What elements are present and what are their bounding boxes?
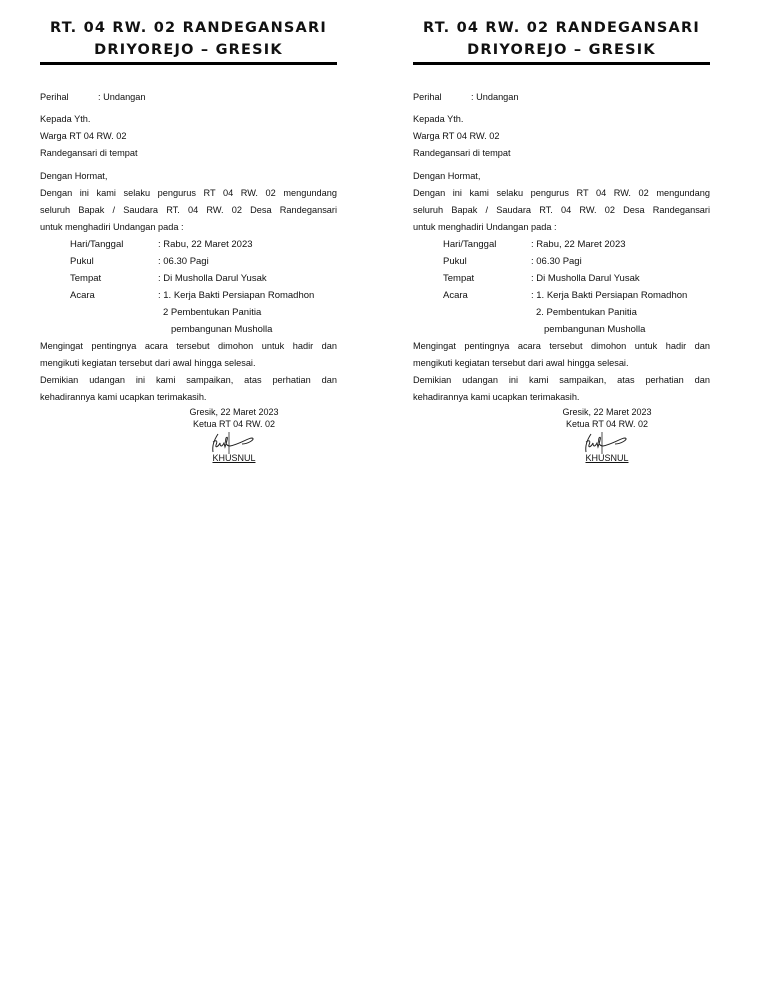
- detail-row: [70, 270, 337, 287]
- intro-line: seluruh Bapak / Saudara RT. 04 RW. 02 Desa Randegansari: [413, 205, 710, 215]
- body-line: Demikian udangan ini kami sampaikan, atas perhatian dan: [40, 375, 337, 385]
- intro-line: seluruh Bapak / Saudara RT. 04 RW. 02 Desa Randegansari: [40, 205, 337, 215]
- detail-key: Acara: [70, 290, 95, 301]
- perihal-value: : Undangan: [471, 92, 519, 102]
- closing-place-date: Gresik, 22 Maret 2023: [562, 407, 652, 417]
- header-rule: [413, 62, 710, 65]
- header-line-2: DRIYOREJO – GRESIK: [94, 42, 283, 58]
- acara-item: 2 Pembentukan Panitia: [163, 307, 262, 318]
- acara-item: 2. Pembentukan Panitia: [536, 307, 637, 318]
- detail-key: Hari/Tanggal: [70, 239, 124, 250]
- detail-value: : 1. Kerja Bakti Persiapan Romadhon: [158, 290, 315, 301]
- recipient-line: Warga RT 04 RW. 02: [413, 131, 500, 141]
- detail-row: [443, 287, 710, 304]
- detail-key: Hari/Tanggal: [443, 239, 497, 250]
- intro-line: Dengan ini kami selaku pengurus RT 04 RW. 02 mengundang: [413, 188, 710, 198]
- detail-row: [443, 253, 710, 270]
- closing-place-date: Gresik, 22 Maret 2023: [189, 407, 279, 417]
- signer-name: KHUSNUL: [212, 453, 256, 463]
- perihal-row: [413, 89, 710, 106]
- header-line-1: RT. 04 RW. 02 RANDEGANSARI: [50, 20, 327, 36]
- detail-value: : Di Musholla Darul Yusak: [158, 273, 267, 284]
- body-line: kehadirannya kami ucapkan terimakasih.: [40, 392, 207, 402]
- intro-line: untuk menghadiri Undangan pada :: [40, 222, 184, 232]
- letter-header: [40, 17, 337, 61]
- body-line: Mengingat pentingnya acara tersebut dimohon untuk hadir dan: [413, 341, 710, 351]
- header-line-2: DRIYOREJO – GRESIK: [467, 42, 656, 58]
- detail-value: : Rabu, 22 Maret 2023: [531, 239, 626, 250]
- body-line: mengikuti kegiatan tersebut dari awal hingga selesai.: [413, 358, 629, 368]
- detail-key: Pukul: [443, 256, 467, 267]
- detail-key: Pukul: [70, 256, 94, 267]
- detail-key: Tempat: [443, 273, 475, 284]
- body-line: kehadirannya kami ucapkan terimakasih.: [413, 392, 580, 402]
- body-line: Demikian udangan ini kami sampaikan, atas perhatian dan: [413, 375, 710, 385]
- perihal-label: Perihal: [40, 92, 69, 102]
- recipient-block: [40, 111, 337, 162]
- letter-header: [413, 17, 710, 61]
- detail-row: [70, 253, 337, 270]
- recipient-line: Kepada Yth.: [40, 114, 91, 124]
- recipient-line: Randegansari di tempat: [413, 148, 511, 158]
- header-line-1: RT. 04 RW. 02 RANDEGANSARI: [423, 20, 700, 36]
- detail-value: : 1. Kerja Bakti Persiapan Romadhon: [531, 290, 688, 301]
- recipient-line: Kepada Yth.: [413, 114, 464, 124]
- detail-row: [70, 236, 337, 253]
- detail-row: [70, 287, 337, 304]
- signer-name: KHUSNUL: [585, 453, 629, 463]
- invitation-letter-left: [40, 0, 337, 464]
- detail-row: [443, 236, 710, 253]
- detail-value: : Di Musholla Darul Yusak: [531, 273, 640, 284]
- closing-role: Ketua RT 04 RW. 02: [192, 419, 276, 429]
- acara-item: pembangunan Musholla: [171, 324, 273, 335]
- handwritten-signature-icon: [577, 432, 637, 454]
- acara-item: pembangunan Musholla: [544, 324, 646, 335]
- recipient-line: Randegansari di tempat: [40, 148, 138, 158]
- detail-value: : 06.30 Pagi: [158, 256, 209, 267]
- detail-key: Tempat: [70, 273, 102, 284]
- signature-block: [507, 406, 707, 464]
- body-line: Mengingat pentingnya acara tersebut dimohon untuk hadir dan: [40, 341, 337, 351]
- perihal-label: Perihal: [413, 92, 442, 102]
- perihal-row: [40, 89, 337, 106]
- salutation: Dengan Hormat,: [40, 171, 108, 181]
- body-line: mengikuti kegiatan tersebut dari awal hingga selesai.: [40, 358, 256, 368]
- signature-block: [134, 406, 334, 464]
- detail-row: [443, 270, 710, 287]
- detail-value: : Rabu, 22 Maret 2023: [158, 239, 253, 250]
- intro-line: untuk menghadiri Undangan pada :: [413, 222, 557, 232]
- invitation-letter-right: [413, 0, 710, 464]
- intro-line: Dengan ini kami selaku pengurus RT 04 RW. 02 mengundang: [40, 188, 337, 198]
- header-rule: [40, 62, 337, 65]
- recipient-line: Warga RT 04 RW. 02: [40, 131, 127, 141]
- detail-key: Acara: [443, 290, 468, 301]
- recipient-block: [413, 111, 710, 162]
- salutation: Dengan Hormat,: [413, 171, 481, 181]
- detail-value: : 06.30 Pagi: [531, 256, 582, 267]
- handwritten-signature-icon: [204, 432, 264, 454]
- closing-role: Ketua RT 04 RW. 02: [565, 419, 649, 429]
- perihal-value: : Undangan: [98, 92, 146, 102]
